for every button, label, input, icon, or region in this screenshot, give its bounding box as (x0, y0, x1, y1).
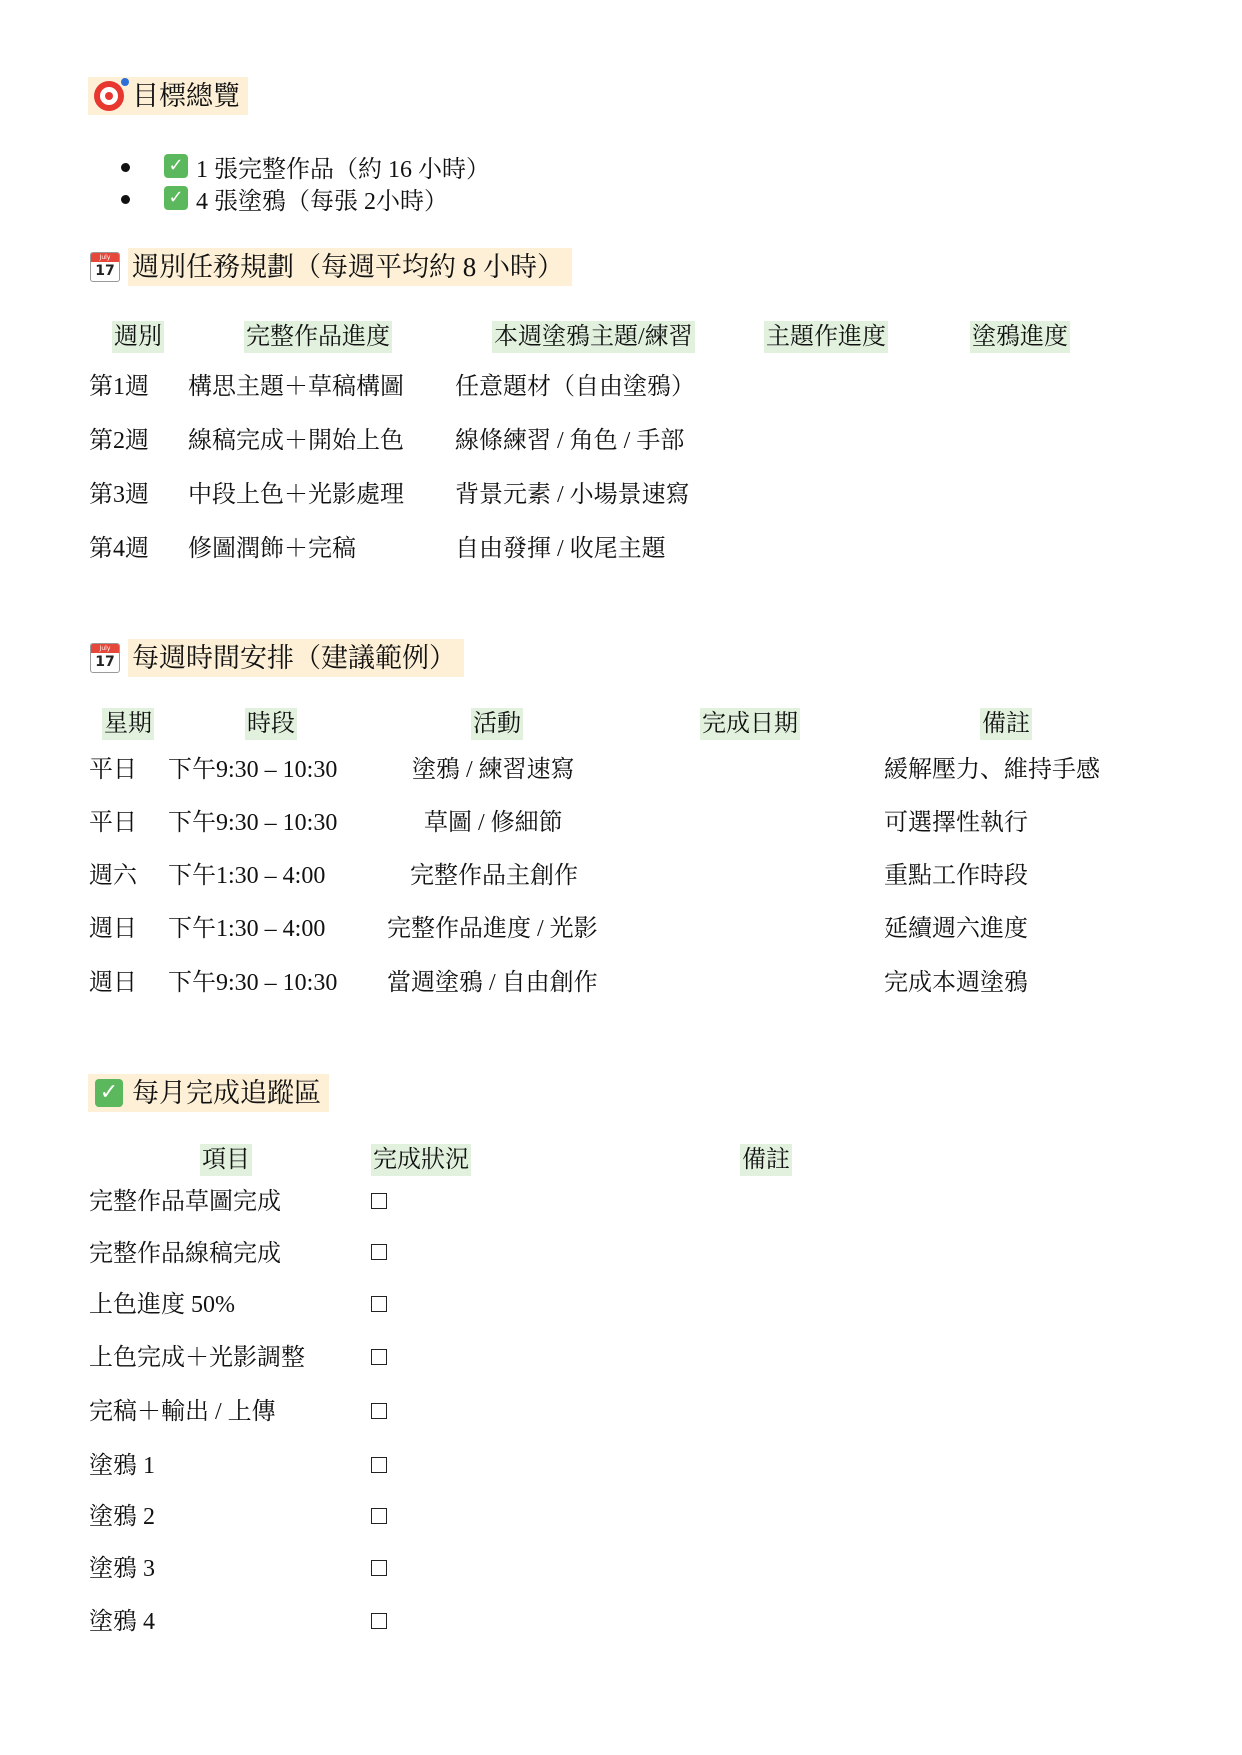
table-cell: 第2週 (89, 428, 149, 454)
table-cell: 線稿完成＋開始上色 (188, 428, 404, 454)
table-cell: 下午9:30 – 10:30 (168, 757, 338, 783)
table-cell: 重點工作時段 (884, 863, 1028, 889)
checkbox[interactable] (371, 1296, 387, 1312)
table-cell: 平日 (89, 810, 137, 836)
overview-heading (88, 76, 248, 116)
checkbox[interactable] (371, 1349, 387, 1365)
checkbox[interactable] (371, 1403, 387, 1419)
overview-item-text: 4 張塗鴉（每張 2小時） (196, 188, 448, 215)
check-icon: ✓ (92, 1076, 126, 1110)
table-cell: 自由發揮 / 收尾主題 (455, 536, 666, 562)
table-header: 項目 (200, 1144, 252, 1176)
tracker-item: 塗鴉 4 (89, 1609, 155, 1635)
table-cell: 背景元素 / 小場景速寫 (455, 482, 690, 508)
monthly-tracker-title: 每月完成追蹤區 (132, 1078, 321, 1108)
table-header: 完成狀況 (371, 1144, 471, 1176)
table-header: 完成日期 (700, 708, 800, 740)
table-cell: 延續週六進度 (884, 916, 1028, 942)
table-cell: 塗鴉 / 練習速寫 (412, 757, 575, 783)
table-header: 本週塗鴉主題/練習 (492, 321, 695, 353)
table-cell: 修圖潤飾＋完稿 (188, 536, 356, 562)
table-cell: 線條練習 / 角色 / 手部 (455, 428, 685, 454)
weekly-schedule-title: 每週時間安排（建議範例） (128, 639, 464, 677)
table-cell: 任意題材（自由塗鴉） (455, 374, 695, 400)
table-cell: 週六 (89, 863, 137, 889)
table-header: 時段 (245, 708, 297, 740)
monthly-tracker-heading (88, 1073, 329, 1113)
tracker-item: 上色完成＋光影調整 (89, 1345, 305, 1371)
table-cell: 當週塗鴉 / 自由創作 (387, 970, 598, 996)
target-icon (92, 79, 126, 113)
check-icon: ✓ (164, 186, 188, 210)
table-cell: 第1週 (89, 374, 149, 400)
table-cell: 平日 (89, 757, 137, 783)
list-item (128, 150, 490, 182)
table-cell: 完整作品主創作 (410, 863, 578, 889)
overview-list (128, 150, 490, 214)
checkbox[interactable] (371, 1244, 387, 1260)
table-header: 備註 (740, 1144, 792, 1176)
tracker-item: 上色進度 50% (89, 1292, 235, 1318)
overview-title: 目標總覽 (132, 81, 240, 111)
table-cell: 完成本週塗鴉 (884, 970, 1028, 996)
table-cell: 可選擇性執行 (884, 810, 1028, 836)
list-item (128, 182, 490, 214)
table-cell: 構思主題＋草稿構圖 (188, 374, 404, 400)
overview-item-text: 1 張完整作品（約 16 小時） (196, 156, 490, 183)
tracker-item: 完稿＋輸出 / 上傳 (89, 1399, 276, 1425)
table-cell: 下午9:30 – 10:30 (168, 810, 338, 836)
table-cell: 下午1:30 – 4:00 (168, 916, 326, 942)
tracker-item: 完整作品草圖完成 (89, 1189, 281, 1215)
checkbox[interactable] (371, 1508, 387, 1524)
table-header: 完整作品進度 (244, 321, 392, 353)
checkbox[interactable] (371, 1560, 387, 1576)
table-header: 週別 (112, 321, 164, 353)
table-header: 星期 (102, 708, 154, 740)
table-header: 備註 (980, 708, 1032, 740)
tracker-item: 塗鴉 2 (89, 1504, 155, 1530)
table-header: 塗鴉進度 (970, 321, 1070, 353)
weekly-schedule-heading (88, 638, 464, 678)
table-cell: 中段上色＋光影處理 (188, 482, 404, 508)
tracker-item: 完整作品線稿完成 (89, 1241, 281, 1267)
weekly-plan-heading (88, 247, 572, 287)
table-header: 活動 (471, 708, 523, 740)
table-cell: 下午1:30 – 4:00 (168, 863, 326, 889)
checkbox[interactable] (371, 1613, 387, 1629)
calendar-icon: July 17 (88, 641, 122, 675)
checkbox[interactable] (371, 1457, 387, 1473)
table-cell: 完整作品進度 / 光影 (387, 916, 598, 942)
table-cell: 第3週 (89, 482, 149, 508)
table-cell: 草圖 / 修細節 (424, 810, 563, 836)
calendar-icon: July 17 (88, 250, 122, 284)
table-header: 主題作進度 (764, 321, 888, 353)
tracker-item: 塗鴉 1 (89, 1453, 155, 1479)
weekly-plan-title: 週別任務規劃（每週平均約 8 小時） (128, 248, 572, 286)
checkbox[interactable] (371, 1193, 387, 1209)
tracker-item: 塗鴉 3 (89, 1556, 155, 1582)
table-cell: 週日 (89, 916, 137, 942)
check-icon: ✓ (164, 154, 188, 178)
table-cell: 第4週 (89, 536, 149, 562)
table-cell: 下午9:30 – 10:30 (168, 970, 338, 996)
table-cell: 緩解壓力、維持手感 (884, 757, 1100, 783)
table-cell: 週日 (89, 970, 137, 996)
